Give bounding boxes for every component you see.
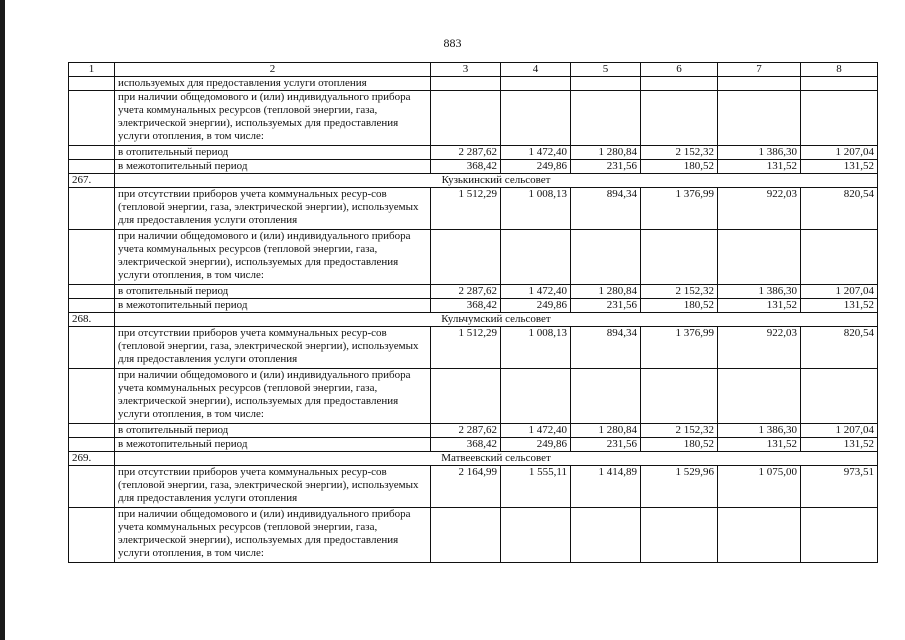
row-number-cell	[69, 188, 115, 230]
table-row	[69, 327, 878, 369]
row-number-cell	[69, 327, 115, 369]
tariff-value	[718, 91, 801, 146]
scan-edge	[0, 0, 5, 640]
row-description: при наличии общедомового и (или) индивидуального прибора учета коммунальных ресурсов (тепловой энергии, газа, электрической энергии), используемых для предоставления услуги отопления, в том числе:	[115, 91, 431, 146]
tariff-value	[501, 91, 571, 146]
section-row	[69, 174, 878, 188]
row-description: в межотопительный период	[115, 438, 431, 452]
tariff-value	[801, 77, 878, 91]
tariff-value: 1 207,04	[801, 424, 878, 438]
tariff-value: 1 555,11	[501, 466, 571, 508]
tariff-value: 1 075,00	[718, 466, 801, 508]
tariff-value: 368,42	[431, 438, 501, 452]
tariff-value	[718, 508, 801, 563]
tariff-value: 1 376,99	[641, 188, 718, 230]
tariff-value: 131,52	[718, 160, 801, 174]
tariff-value: 368,42	[431, 299, 501, 313]
tariff-value	[431, 230, 501, 285]
table-row	[69, 188, 878, 230]
tariff-value	[641, 230, 718, 285]
tariff-value	[801, 508, 878, 563]
table-row	[69, 424, 878, 438]
row-number-cell	[69, 160, 115, 174]
tariff-value: 180,52	[641, 438, 718, 452]
tariff-value: 820,54	[801, 327, 878, 369]
tariff-value: 1 512,29	[431, 188, 501, 230]
table-row	[69, 230, 878, 285]
tariff-value: 180,52	[641, 160, 718, 174]
row-number-cell	[69, 508, 115, 563]
row-description: в отопительный период	[115, 424, 431, 438]
tariff-value: 1 386,30	[718, 146, 801, 160]
tariff-value: 1 008,13	[501, 188, 571, 230]
tariff-value: 1 280,84	[571, 424, 641, 438]
column-header: 5	[571, 63, 641, 77]
table-row	[69, 438, 878, 452]
tariff-value: 368,42	[431, 160, 501, 174]
section-title: Кузькинский сельсовет	[115, 174, 878, 188]
tariff-value: 131,52	[718, 438, 801, 452]
tariff-value	[501, 508, 571, 563]
table-row	[69, 285, 878, 299]
tariff-table	[68, 62, 878, 563]
tariff-value: 1 008,13	[501, 327, 571, 369]
tariff-value	[431, 369, 501, 424]
tariff-value	[571, 369, 641, 424]
tariff-value: 2 152,32	[641, 146, 718, 160]
row-description: при отсутствии приборов учета коммунальных ресур-сов (тепловой энергии, газа, электрической энергии), используемых для предоставления услуги отопления	[115, 327, 431, 369]
tariff-value	[431, 508, 501, 563]
tariff-value	[571, 508, 641, 563]
table-row	[69, 508, 878, 563]
column-header-row	[69, 63, 878, 77]
section-title: Матвеевский сельсовет	[115, 452, 878, 466]
tariff-value: 180,52	[641, 299, 718, 313]
tariff-value: 2 164,99	[431, 466, 501, 508]
tariff-value	[641, 369, 718, 424]
page-number: 883	[443, 36, 462, 50]
row-number-cell	[69, 230, 115, 285]
tariff-value: 231,56	[571, 299, 641, 313]
tariff-value	[641, 77, 718, 91]
column-header: 4	[501, 63, 571, 77]
tariff-value: 1 529,96	[641, 466, 718, 508]
tariff-value	[571, 230, 641, 285]
section-number: 269.	[69, 452, 115, 466]
tariff-value	[718, 77, 801, 91]
column-header: 3	[431, 63, 501, 77]
tariff-value: 1 386,30	[718, 285, 801, 299]
tariff-table-body	[69, 63, 878, 563]
tariff-value: 894,34	[571, 188, 641, 230]
row-number-cell	[69, 424, 115, 438]
table-row	[69, 146, 878, 160]
tariff-value: 1 386,30	[718, 424, 801, 438]
tariff-value: 2 287,62	[431, 424, 501, 438]
tariff-value	[641, 508, 718, 563]
row-description: при наличии общедомового и (или) индивидуального прибора учета коммунальных ресурсов (тепловой энергии, газа, электрической энергии), используемых для предоставления услуги отопления, в том числе:	[115, 230, 431, 285]
tariff-value: 1 280,84	[571, 285, 641, 299]
tariff-value	[801, 91, 878, 146]
row-number-cell	[69, 146, 115, 160]
tariff-value: 131,52	[801, 299, 878, 313]
row-description: используемых для предоставления услуги отопления	[115, 77, 431, 91]
tariff-value: 249,86	[501, 438, 571, 452]
tariff-value	[501, 230, 571, 285]
tariff-value	[801, 369, 878, 424]
tariff-value: 1 472,40	[501, 146, 571, 160]
row-number-cell	[69, 91, 115, 146]
tariff-value: 1 207,04	[801, 146, 878, 160]
tariff-value: 1 512,29	[431, 327, 501, 369]
row-description: при наличии общедомового и (или) индивидуального прибора учета коммунальных ресурсов (тепловой энергии, газа, электрической энергии), используемых для предоставления услуги отопления, в том числе:	[115, 369, 431, 424]
section-number: 268.	[69, 313, 115, 327]
row-number-cell	[69, 438, 115, 452]
tariff-value: 2 287,62	[431, 146, 501, 160]
section-row	[69, 452, 878, 466]
section-number: 267.	[69, 174, 115, 188]
row-number-cell	[69, 77, 115, 91]
tariff-value: 922,03	[718, 188, 801, 230]
tariff-value: 131,52	[801, 438, 878, 452]
row-number-cell	[69, 369, 115, 424]
row-number-cell	[69, 466, 115, 508]
tariff-value	[801, 230, 878, 285]
row-description: при отсутствии приборов учета коммунальных ресур-сов (тепловой энергии, газа, электрической энергии), используемых для предоставления услуги отопления	[115, 466, 431, 508]
tariff-value: 1 472,40	[501, 424, 571, 438]
section-row	[69, 313, 878, 327]
tariff-value: 131,52	[801, 160, 878, 174]
column-header: 1	[69, 63, 115, 77]
column-header: 7	[718, 63, 801, 77]
row-number-cell	[69, 285, 115, 299]
tariff-value: 894,34	[571, 327, 641, 369]
tariff-value: 1 207,04	[801, 285, 878, 299]
tariff-value	[641, 91, 718, 146]
row-description: в межотопительный период	[115, 299, 431, 313]
column-header: 6	[641, 63, 718, 77]
tariff-value: 249,86	[501, 160, 571, 174]
tariff-value: 2 287,62	[431, 285, 501, 299]
tariff-value	[718, 230, 801, 285]
tariff-value: 231,56	[571, 160, 641, 174]
table-row	[69, 369, 878, 424]
tariff-value	[501, 369, 571, 424]
section-title: Кульчумский сельсовет	[115, 313, 878, 327]
row-description: при наличии общедомового и (или) индивидуального прибора учета коммунальных ресурсов (тепловой энергии, газа, электрической энергии), используемых для предоставления услуги отопления, в том числе:	[115, 508, 431, 563]
tariff-value: 2 152,32	[641, 424, 718, 438]
tariff-value: 2 152,32	[641, 285, 718, 299]
tariff-value	[571, 77, 641, 91]
row-description: в отопительный период	[115, 285, 431, 299]
table-row	[69, 299, 878, 313]
tariff-value	[718, 369, 801, 424]
table-row	[69, 91, 878, 146]
row-description: при отсутствии приборов учета коммунальных ресур-сов (тепловой энергии, газа, электрической энергии), используемых для предоставления услуги отопления	[115, 188, 431, 230]
tariff-value	[501, 77, 571, 91]
tariff-value: 973,51	[801, 466, 878, 508]
tariff-value	[431, 91, 501, 146]
row-description: в межотопительный период	[115, 160, 431, 174]
table-row	[69, 466, 878, 508]
tariff-value: 1 280,84	[571, 146, 641, 160]
row-description: в отопительный период	[115, 146, 431, 160]
tariff-value	[571, 91, 641, 146]
tariff-value: 231,56	[571, 438, 641, 452]
tariff-value: 820,54	[801, 188, 878, 230]
table-row	[69, 77, 878, 91]
tariff-value: 131,52	[718, 299, 801, 313]
table-row	[69, 160, 878, 174]
column-header: 8	[801, 63, 878, 77]
column-header: 2	[115, 63, 431, 77]
tariff-value: 1 472,40	[501, 285, 571, 299]
tariff-value: 922,03	[718, 327, 801, 369]
tariff-value: 249,86	[501, 299, 571, 313]
tariff-value: 1 376,99	[641, 327, 718, 369]
tariff-value: 1 414,89	[571, 466, 641, 508]
tariff-value	[431, 77, 501, 91]
row-number-cell	[69, 299, 115, 313]
